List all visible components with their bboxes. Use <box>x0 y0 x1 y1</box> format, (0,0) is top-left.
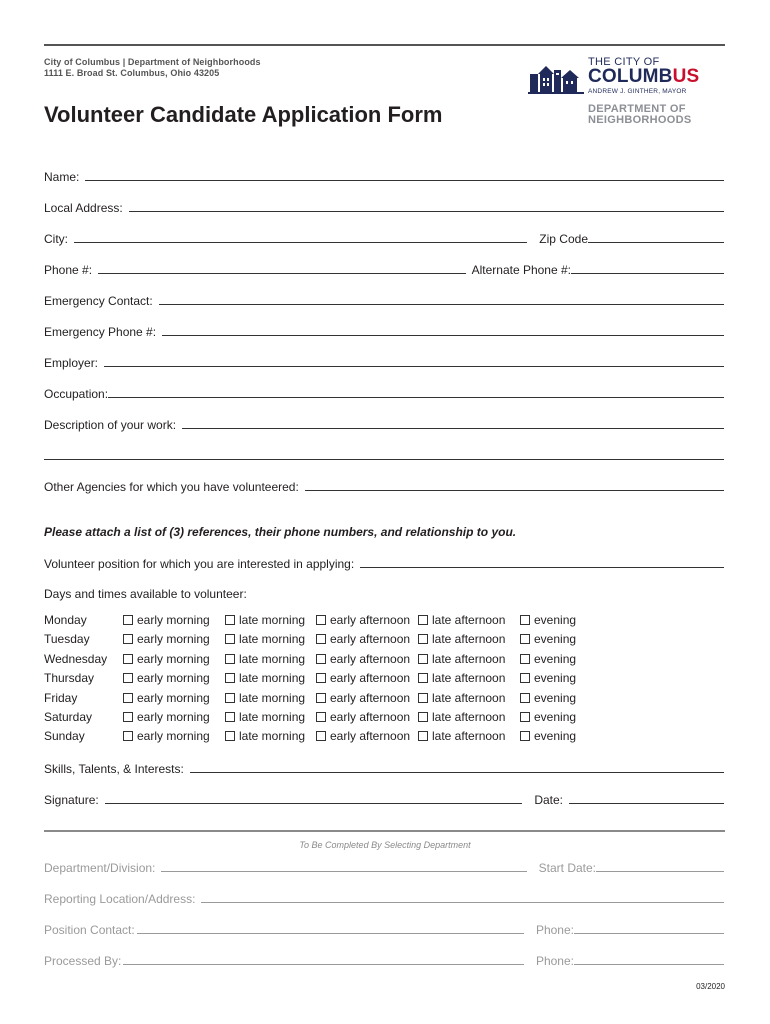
checkbox-sunday-evening[interactable] <box>520 729 576 743</box>
checkbox-icon[interactable] <box>123 712 133 722</box>
description-row <box>44 416 724 432</box>
checkbox-label: late afternoon <box>432 613 506 627</box>
checkbox-icon[interactable] <box>123 731 133 741</box>
division-label: Department/Division: <box>44 861 156 875</box>
description-field[interactable] <box>182 427 724 429</box>
name-row <box>44 168 724 184</box>
local-address-label: Local Address: <box>44 201 123 215</box>
checkbox-icon[interactable] <box>316 731 326 741</box>
phone-2-field[interactable] <box>574 963 724 965</box>
top-rule <box>44 44 725 46</box>
day-label: Friday <box>44 690 78 705</box>
checkbox-tuesday-late-morning[interactable] <box>225 632 305 646</box>
checkbox-icon[interactable] <box>520 634 530 644</box>
position-label: Volunteer position for which you are interested in applying: <box>44 557 355 571</box>
processed-by-field[interactable] <box>123 963 524 965</box>
day-label: Wednesday <box>44 651 108 666</box>
checkbox-tuesday-early-morning[interactable] <box>123 632 210 646</box>
day-label: Sunday <box>44 729 85 744</box>
checkbox-icon[interactable] <box>225 654 235 664</box>
reporting-location-row <box>44 890 724 906</box>
checkbox-icon[interactable] <box>418 654 428 664</box>
position-contact-row <box>44 921 724 937</box>
day-label: Monday <box>44 613 87 627</box>
checkbox-label: late morning <box>239 710 306 724</box>
logo-dept-line1: DEPARTMENT OF <box>588 103 686 115</box>
day-label: Thursday <box>44 671 95 686</box>
checkbox-label: evening <box>534 729 577 744</box>
description-label: Description of your work: <box>44 418 177 432</box>
division-row <box>44 859 724 875</box>
name-field[interactable] <box>85 179 724 181</box>
checkbox-tuesday-early-afternoon[interactable] <box>316 632 410 646</box>
checkbox-thursday-late-morning[interactable] <box>225 671 305 685</box>
checkbox-thursday-evening[interactable] <box>520 671 576 685</box>
checkbox-label: late afternoon <box>432 690 506 705</box>
date-field[interactable] <box>569 802 724 804</box>
city-label: City: <box>44 232 68 246</box>
checkbox-icon[interactable] <box>520 693 530 703</box>
checkbox-label: early morning <box>137 613 210 627</box>
logo-columbus-us: US <box>672 66 700 87</box>
checkbox-icon[interactable] <box>225 693 235 703</box>
checkbox-icon[interactable] <box>225 615 235 625</box>
checkbox-wednesday-early-afternoon[interactable] <box>316 652 410 666</box>
start-date-label: Start Date: <box>538 861 596 875</box>
emergency-contact-row <box>44 292 724 308</box>
checkbox-icon[interactable] <box>520 731 530 741</box>
checkbox-icon[interactable] <box>418 615 428 625</box>
checkbox-monday-evening[interactable] <box>520 613 576 627</box>
reporting-location-label: Reporting Location/Address: <box>44 892 196 906</box>
checkbox-monday-early-afternoon[interactable] <box>316 613 410 627</box>
checkbox-label: late morning <box>239 651 306 666</box>
checkbox-icon[interactable] <box>316 654 326 664</box>
checkbox-icon[interactable] <box>123 634 133 644</box>
checkbox-label: late afternoon <box>432 671 506 686</box>
checkbox-label: early afternoon <box>330 613 411 627</box>
phone-row <box>44 261 724 277</box>
checkbox-icon[interactable] <box>418 731 428 741</box>
department-section-heading: To Be Completed By Selecting Department <box>299 840 471 850</box>
checkbox-label: evening <box>534 710 577 724</box>
checkbox-icon[interactable] <box>316 673 326 683</box>
processed-by-row <box>44 952 724 968</box>
phone-label: Phone #: <box>44 263 93 277</box>
skills-label: Skills, Talents, & Interests: <box>44 762 184 776</box>
skills-field[interactable] <box>190 771 724 773</box>
checkbox-monday-late-morning[interactable] <box>225 613 305 627</box>
employer-field[interactable] <box>104 365 724 367</box>
checkbox-thursday-late-afternoon[interactable] <box>418 671 505 685</box>
checkbox-friday-evening[interactable] <box>520 691 576 705</box>
city-field[interactable] <box>74 241 527 243</box>
day-label: Tuesday <box>44 632 90 647</box>
city-logo <box>528 56 726 128</box>
alt-phone-field[interactable] <box>571 272 724 274</box>
checkbox-label: late morning <box>239 632 306 647</box>
other-agencies-row <box>44 478 724 494</box>
checkbox-sunday-late-morning[interactable] <box>225 729 305 743</box>
employer-row <box>44 354 724 370</box>
checkbox-tuesday-evening[interactable] <box>520 632 576 646</box>
checkbox-saturday-early-afternoon[interactable] <box>316 710 410 724</box>
checkbox-label: early afternoon <box>330 729 411 744</box>
checkbox-label: early morning <box>137 671 210 686</box>
zip-label: Zip Code <box>539 232 588 246</box>
checkbox-icon[interactable] <box>316 634 326 644</box>
checkbox-label: early afternoon <box>330 671 411 686</box>
division-field[interactable] <box>161 870 526 872</box>
checkbox-label: early morning <box>137 651 210 666</box>
checkbox-icon[interactable] <box>316 615 326 625</box>
employer-label: Employer: <box>44 356 99 370</box>
description-continued-row <box>44 447 724 463</box>
start-date-field[interactable] <box>596 870 724 872</box>
local-address-field[interactable] <box>129 210 724 212</box>
checkbox-label: late afternoon <box>432 710 506 724</box>
checkbox-icon[interactable] <box>520 712 530 722</box>
section-divider <box>44 830 725 832</box>
checkbox-wednesday-evening[interactable] <box>520 652 576 666</box>
checkbox-saturday-late-afternoon[interactable] <box>418 710 505 724</box>
alt-phone-label: Alternate Phone #: <box>471 263 571 277</box>
logo-the-city-of: THE CITY OF <box>588 56 660 68</box>
checkbox-icon[interactable] <box>225 634 235 644</box>
checkbox-icon[interactable] <box>316 712 326 722</box>
checkbox-saturday-early-morning[interactable] <box>123 710 210 724</box>
page-title: Volunteer Candidate Application Form <box>44 102 443 127</box>
checkbox-icon[interactable] <box>418 693 428 703</box>
checkbox-label: late afternoon <box>432 651 506 666</box>
emergency-contact-label: Emergency Contact: <box>44 294 153 308</box>
checkbox-label: evening <box>534 613 577 627</box>
checkbox-icon[interactable] <box>123 673 133 683</box>
checkbox-icon[interactable] <box>123 654 133 664</box>
checkbox-monday-late-afternoon[interactable] <box>418 613 505 627</box>
checkbox-icon[interactable] <box>316 693 326 703</box>
logo-columbus-main: COLUMB <box>588 66 673 87</box>
checkbox-icon[interactable] <box>520 654 530 664</box>
day-label: Saturday <box>44 710 93 724</box>
zip-field[interactable] <box>588 241 724 243</box>
checkbox-label: evening <box>534 651 577 666</box>
checkbox-label: evening <box>534 671 577 686</box>
checkbox-label: late morning <box>239 729 306 744</box>
checkbox-label: late morning <box>239 671 306 686</box>
checkbox-label: evening <box>534 690 577 705</box>
position-contact-label: Position Contact: <box>44 923 135 937</box>
phone-1-label: Phone: <box>535 923 574 937</box>
description-field-2[interactable] <box>44 458 724 460</box>
date-label: Date: <box>534 793 563 807</box>
form-version: 03/2020 <box>696 982 725 991</box>
checkbox-wednesday-late-morning[interactable] <box>225 652 305 666</box>
name-label: Name: <box>44 170 80 184</box>
checkbox-label: late afternoon <box>432 729 506 744</box>
occupation-row <box>44 385 724 401</box>
checkbox-label: early afternoon <box>330 690 411 705</box>
checkbox-icon[interactable] <box>520 673 530 683</box>
checkbox-icon[interactable] <box>418 712 428 722</box>
checkbox-icon[interactable] <box>225 673 235 683</box>
availability-label: Days and times available to volunteer: <box>44 587 247 601</box>
signature-field[interactable] <box>105 802 523 804</box>
checkbox-thursday-early-afternoon[interactable] <box>316 671 410 685</box>
logo-columbus <box>588 66 699 88</box>
phone-2-label: Phone: <box>535 954 574 968</box>
checkbox-wednesday-late-afternoon[interactable] <box>418 652 505 666</box>
processed-by-label: Processed By: <box>44 954 122 968</box>
occupation-label: Occupation: <box>44 387 109 401</box>
checkbox-monday-early-morning[interactable] <box>123 613 210 627</box>
checkbox-label: evening <box>534 632 577 647</box>
checkbox-thursday-early-morning[interactable] <box>123 671 210 685</box>
emergency-contact-field[interactable] <box>159 303 724 305</box>
checkbox-label: early afternoon <box>330 710 411 724</box>
checkbox-label: early afternoon <box>330 632 411 647</box>
checkbox-sunday-late-afternoon[interactable] <box>418 729 505 743</box>
header-org-line: City of Columbus | Department of Neighborhoods <box>44 57 261 67</box>
checkbox-label: early morning <box>137 690 210 705</box>
signature-label: Signature: <box>44 793 99 807</box>
checkbox-icon[interactable] <box>418 634 428 644</box>
city-row <box>44 230 724 246</box>
checkbox-icon[interactable] <box>520 615 530 625</box>
checkbox-saturday-evening[interactable] <box>520 710 576 724</box>
logo-department <box>588 104 692 126</box>
checkbox-friday-early-morning[interactable] <box>123 691 210 705</box>
logo-dept-line2: NEIGHBORHOODS <box>588 114 692 126</box>
checkbox-icon[interactable] <box>225 712 235 722</box>
logo-mayor: ANDREW J. GINTHER, MAYOR <box>588 88 687 95</box>
skills-row <box>44 760 724 776</box>
occupation-field[interactable] <box>108 396 724 398</box>
phone-1-field[interactable] <box>574 932 724 934</box>
checkbox-label: late morning <box>239 613 306 627</box>
position-field[interactable] <box>360 566 724 568</box>
city-skyline-icon <box>528 60 586 94</box>
checkbox-friday-early-afternoon[interactable] <box>316 691 410 705</box>
checkbox-saturday-late-morning[interactable] <box>225 710 305 724</box>
checkbox-sunday-early-morning[interactable] <box>123 729 210 743</box>
checkbox-label: early afternoon <box>330 651 411 666</box>
signature-row <box>44 791 724 807</box>
reporting-location-field[interactable] <box>201 901 724 903</box>
checkbox-tuesday-late-afternoon[interactable] <box>418 632 505 646</box>
local-address-row <box>44 199 724 215</box>
emergency-phone-field[interactable] <box>162 334 724 336</box>
checkbox-label: late morning <box>239 690 306 705</box>
checkbox-label: early morning <box>137 632 210 647</box>
position-row <box>44 555 724 571</box>
other-agencies-field[interactable] <box>305 489 724 491</box>
emergency-phone-row <box>44 323 724 339</box>
checkbox-wednesday-early-morning[interactable] <box>123 652 210 666</box>
header-address-line: 1111 E. Broad St. Columbus, Ohio 43205 <box>44 68 220 78</box>
checkbox-sunday-early-afternoon[interactable] <box>316 729 410 743</box>
phone-field[interactable] <box>98 272 466 274</box>
checkbox-icon[interactable] <box>418 673 428 683</box>
checkbox-label: early morning <box>137 710 210 724</box>
checkbox-icon[interactable] <box>225 731 235 741</box>
references-note: Please attach a list of (3) references, their phone numbers, and relationship to you. <box>44 525 517 539</box>
position-contact-field[interactable] <box>137 932 524 934</box>
other-agencies-label: Other Agencies for which you have volunteered: <box>44 480 299 494</box>
emergency-phone-label: Emergency Phone #: <box>44 325 157 339</box>
checkbox-icon[interactable] <box>123 615 133 625</box>
checkbox-icon[interactable] <box>123 693 133 703</box>
checkbox-label: late afternoon <box>432 632 506 647</box>
checkbox-friday-late-morning[interactable] <box>225 691 305 705</box>
checkbox-friday-late-afternoon[interactable] <box>418 691 505 705</box>
checkbox-label: early morning <box>137 729 210 744</box>
